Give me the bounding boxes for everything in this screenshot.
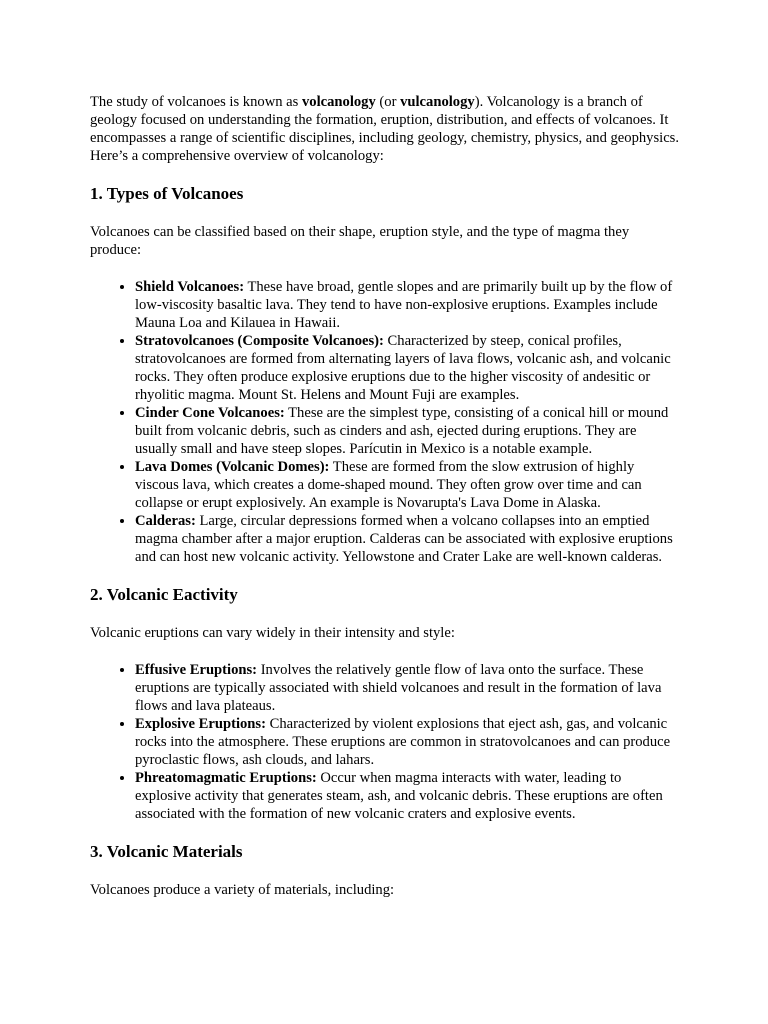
section-heading-volcanic-materials: 3. Volcanic Materials — [90, 842, 243, 861]
list-item-term: Calderas: — [135, 513, 196, 529]
section-heading-types-of-volcanoes: 1. Types of Volcanoes — [90, 184, 244, 203]
section-intro: Volcanoes produce a variety of materials, including: — [90, 882, 395, 898]
section-intro: Volcanoes can be classified based on their shape, eruption style, and the type of magma they produce: — [90, 224, 630, 258]
list-item-text: These are formed from the slow extrusion of highly viscous lava, which creates a dome-shaped mound. They often grow over time and can collapse or erupt explosively. An example is Novarupta's Lava Dome in Alaska. — [135, 459, 642, 511]
list-item-text: These are the simplest type, consisting of a conical hill or mound built from volcanic debris, such as cinders and ash, ejected during eruptions. They are usually small and have steep slopes. Parícutin in Mexico is a notable example. — [135, 405, 669, 457]
intro-term-vulcanology: vulcanology — [400, 94, 475, 110]
list-item-text: Involves the relatively gentle flow of lava onto the surface. These eruptions are typically associated with shield volcanoes and result in the formation of lava flows and lava plateaus. — [135, 662, 662, 714]
list-item-term: Shield Volcanoes: — [135, 279, 245, 295]
intro-term-volcanology: volcanology — [301, 94, 376, 110]
list-item — [135, 715, 680, 769]
bullet-list — [90, 661, 680, 823]
list-item-term: Cinder Cone Volcanoes: — [135, 405, 285, 421]
list-item — [135, 458, 680, 512]
list-item — [135, 332, 680, 404]
list-item-text: Characterized by steep, conical profiles, stratovolcanoes are formed from alternating layers of lava flows, volcanic ash, and volcanic rocks. They often produce explosive eruptions due to the higher viscosity of andesitic or rhyolitic magma. Mount St. Helens and Mount Fuji are examples. — [135, 333, 671, 403]
section-heading-volcanic-eactivity: 2. Volcanic Eactivity — [90, 585, 238, 604]
list-item-text: Large, circular depressions formed when a volcano collapses into an emptied magma chamber after a major eruption. Calderas can be associated with explosive eruptions and can host new volcanic activity. Yellowstone and Crater Lake are well-known calderas. — [135, 513, 673, 565]
list-item-text: Characterized by violent explosions that eject ash, gas, and volcanic rocks into the atmosphere. These eruptions are common in stratovolcanoes and can produce pyroclastic flows, ash clouds, and lahars. — [135, 716, 671, 768]
document-body — [90, 93, 680, 918]
intro-text: ). Volcanology is a branch of geology focused on understanding the formation, eruption, distribution, and effects of volcanoes. It encompasses a range of scientific disciplines, including geology, chemistry, physics, and geophysics. Here’s a comprehensive overview of volcanology: — [90, 94, 680, 164]
list-item-text: Occur when magma interacts with water, leading to explosive activity that generates steam, ash, and volcanic debris. These eruptions are often associated with the formation of new volcanic craters and explosive events. — [135, 770, 663, 822]
list-item-text: These have broad, gentle slopes and are primarily built up by the flow of low-viscosity basaltic lava. They tend to have non-explosive eruptions. Examples include Mauna Loa and Kilauea in Hawaii. — [135, 279, 673, 331]
list-item-term: Explosive Eruptions: — [135, 716, 266, 732]
bullet-list — [90, 278, 680, 566]
list-item-term: Lava Domes (Volcanic Domes): — [135, 459, 330, 475]
list-item — [135, 404, 680, 458]
list-item — [135, 661, 680, 715]
intro-paragraph — [90, 93, 680, 165]
list-item-term: Effusive Eruptions: — [135, 662, 258, 678]
section-intro: Volcanic eruptions can vary widely in their intensity and style: — [90, 625, 455, 641]
intro-text: (or — [375, 94, 401, 110]
list-item — [135, 512, 680, 566]
list-item-term: Phreatomagmatic Eruptions: — [135, 770, 317, 786]
list-item-term: Stratovolcanoes (Composite Volcanoes): — [135, 333, 384, 349]
intro-text: The study of volcanoes is known as — [90, 94, 302, 110]
list-item — [135, 278, 680, 332]
list-item — [135, 769, 680, 823]
